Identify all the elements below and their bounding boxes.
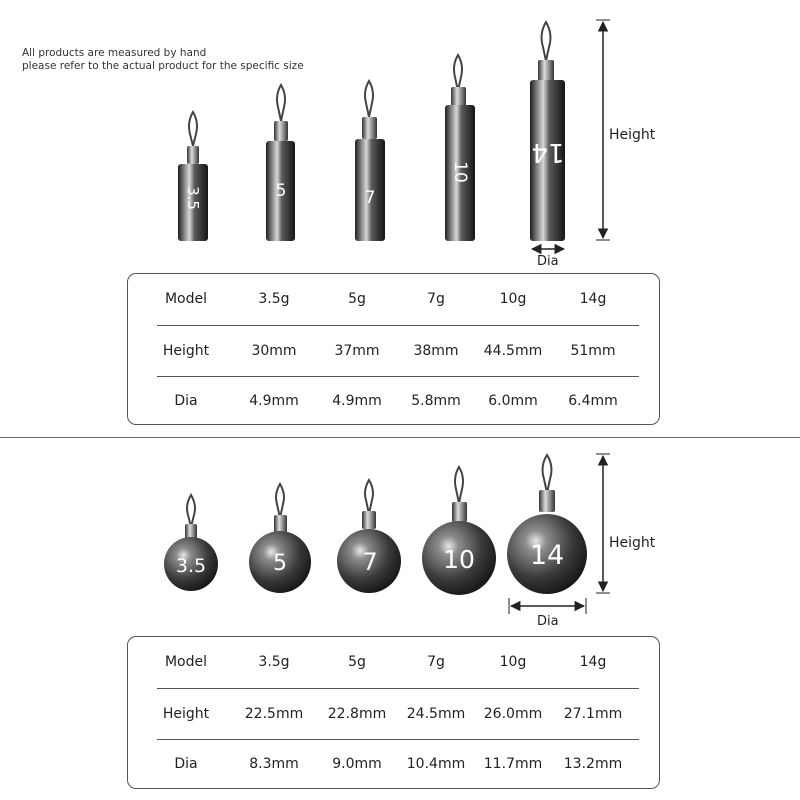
ball-label-10: 10 (443, 545, 475, 574)
table-cell: 24.5mm (406, 706, 466, 722)
cylinder-label-3-5: 3.5 (184, 186, 202, 210)
row-label: Dia (174, 393, 198, 409)
table-cell: 9.0mm (332, 756, 382, 772)
ball-label-7: 7 (362, 548, 378, 576)
cylinder-height-label: Height (609, 127, 656, 143)
table-header-row (128, 274, 659, 324)
header-cell: 5g (348, 654, 366, 670)
header-cell: 5g (348, 291, 366, 307)
cylinder-label-7: 7 (364, 188, 376, 208)
note-line-2: please refer to the actual product for the specific size (22, 60, 304, 72)
table-cell: 22.5mm (244, 706, 304, 722)
table-cell: 13.2mm (563, 756, 623, 772)
row-label: Dia (174, 756, 198, 772)
table-cell: 22.8mm (327, 706, 387, 722)
table-header-row (128, 637, 659, 687)
ball-weight-7 (337, 480, 401, 593)
table-cell: 30mm (251, 343, 297, 359)
header-cell: Model (164, 654, 208, 670)
ball-height-label: Height (609, 535, 656, 551)
cylinder-label-5: 5 (275, 181, 287, 201)
ball-spec-table (127, 636, 660, 789)
header-cell: 10g (499, 291, 527, 307)
section-divider (0, 437, 800, 438)
header-cell: 3.5g (258, 291, 290, 307)
cylinder-weight-10 (445, 55, 475, 241)
cylinder-dia-label: Dia (537, 254, 559, 269)
table-cell: 10.4mm (406, 756, 466, 772)
table-cell: 27.1mm (563, 706, 623, 722)
table-cell: 38mm (413, 343, 459, 359)
ball-label-14: 14 (529, 540, 565, 571)
cylinder-weight-14 (530, 22, 565, 241)
note-line-1: All products are measured by hand (22, 47, 207, 59)
ball-dia-label: Dia (537, 614, 559, 629)
ball-weight-5 (249, 484, 311, 593)
table-row (128, 326, 659, 376)
header-cell: 7g (427, 291, 445, 307)
cylinder-label-10: 10 (450, 161, 470, 183)
table-cell: 6.4mm (568, 393, 618, 409)
cylinder-weight-5 (266, 85, 295, 241)
cylinder-spec-table (127, 273, 660, 425)
ball-weight-14 (507, 455, 587, 594)
table-cell: 6.0mm (488, 393, 538, 409)
header-cell: 14g (579, 291, 607, 307)
header-cell: 10g (499, 654, 527, 670)
table-cell: 51mm (570, 343, 616, 359)
table-row (128, 376, 659, 426)
ball-label-3-5: 3.5 (175, 555, 207, 577)
ball-label-5: 5 (273, 551, 287, 576)
header-cell: 3.5g (258, 654, 290, 670)
ball-weight-10 (422, 467, 496, 595)
table-cell: 44.5mm (483, 343, 543, 359)
header-cell: 7g (427, 654, 445, 670)
header-cell: 14g (579, 654, 607, 670)
table-row (128, 689, 659, 739)
cylinder-weight-7 (355, 81, 385, 241)
table-cell: 37mm (334, 343, 380, 359)
cylinder-weight-3-5 (178, 112, 208, 241)
table-cell: 5.8mm (411, 393, 461, 409)
table-cell: 26.0mm (483, 706, 543, 722)
cylinder-label-14: 14 (531, 137, 565, 167)
table-row (128, 739, 659, 789)
header-cell: Model (164, 291, 208, 307)
row-label: Height (162, 343, 210, 359)
table-cell: 4.9mm (249, 393, 299, 409)
table-cell: 4.9mm (332, 393, 382, 409)
row-label: Height (162, 706, 210, 722)
table-cell: 8.3mm (249, 756, 299, 772)
table-cell: 11.7mm (483, 756, 543, 772)
